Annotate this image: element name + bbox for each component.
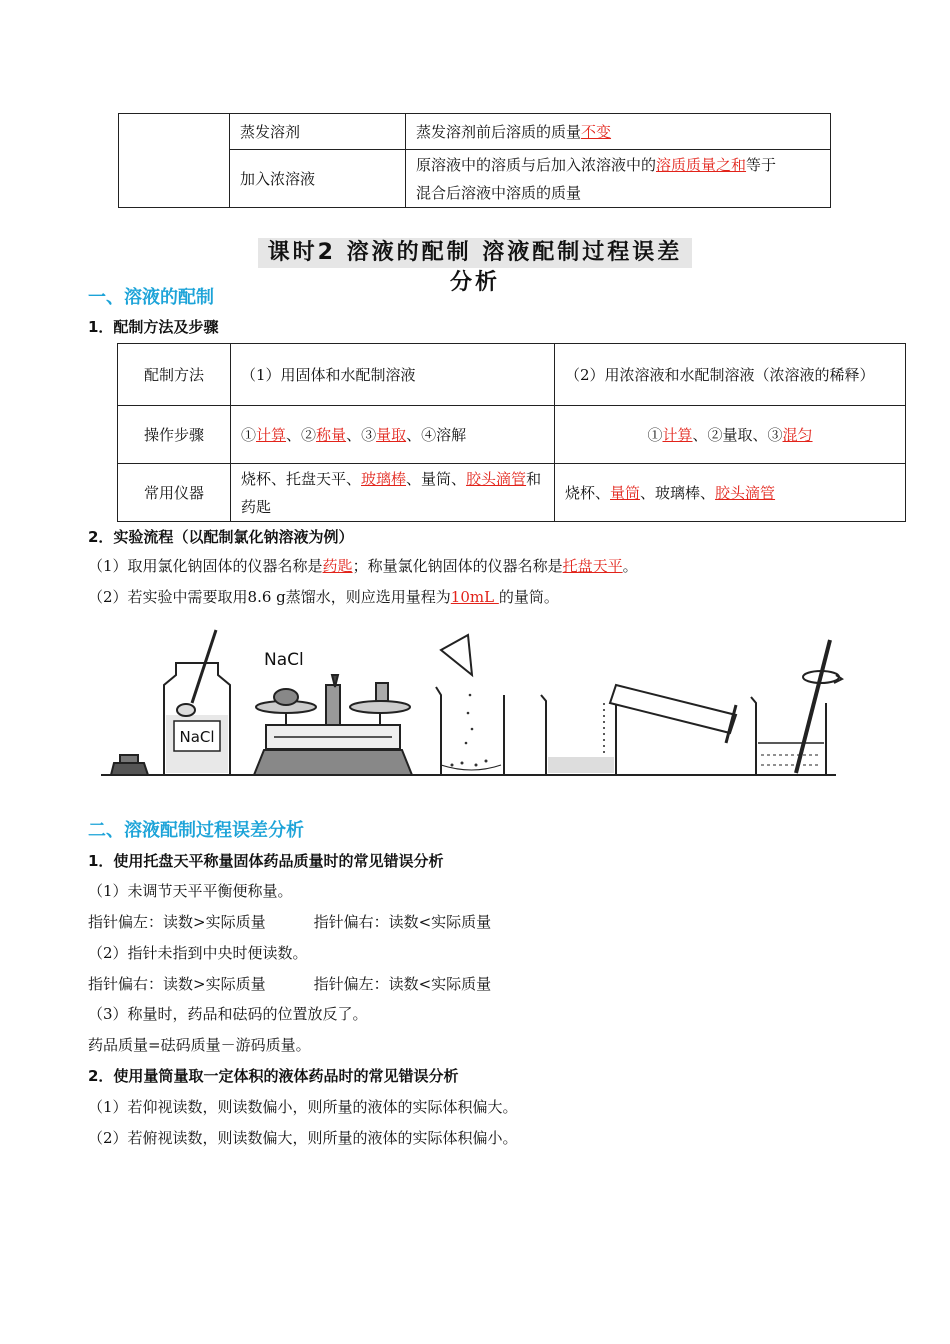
paragraph [88, 973, 491, 994]
method-cell: 蒸发溶剂 [230, 114, 406, 150]
paragraph [88, 555, 638, 576]
method-cell: 加入浓溶液 [230, 150, 406, 208]
section-heading-2: 二、溶液配制过程误差分析 [88, 820, 304, 841]
text: 、②量取、③ [692, 425, 783, 444]
subheading: 1．配制方法及步骤 [88, 318, 219, 336]
answer-text: 计算 [256, 425, 287, 444]
merged-empty-cell [119, 114, 230, 208]
experiment-flow-figure [96, 625, 856, 790]
answer-text: 不变 [581, 122, 612, 141]
text: 、量筒、 [406, 469, 467, 488]
beaker-stirring-icon [751, 640, 842, 775]
answer-text: 溶质质量之和 [656, 155, 747, 174]
text: 烧杯、托盘天平、 [241, 469, 362, 488]
text: 、③ [346, 425, 377, 444]
text: 的量筒。 [498, 588, 559, 606]
desc-text: 原溶液中的溶质与后加入浓溶液中的 [416, 155, 657, 174]
answer-text: 计算 [662, 425, 693, 444]
section-heading-1: 一、溶液的配制 [88, 287, 214, 308]
cell [555, 406, 906, 464]
cell [555, 464, 906, 522]
cell [231, 406, 555, 464]
reagent-bottle-icon [164, 630, 230, 775]
stopper-icon [111, 755, 148, 775]
answer-text: 量取 [376, 425, 407, 444]
preparation-table [117, 343, 906, 522]
answer-text: 量筒 [610, 483, 641, 502]
desc-text: 等于 [746, 155, 777, 174]
answer-text: 托盘天平 [562, 557, 623, 575]
text: 指针偏左：读数<实际质量 [313, 975, 492, 993]
cell: （2）用浓溶液和水配制溶液（浓溶液的稀释） [555, 344, 906, 406]
answer-text: 药匙 [322, 557, 353, 575]
row-header: 常用仪器 [118, 464, 231, 522]
cell [231, 464, 555, 522]
desc-cell [406, 114, 831, 150]
paragraph: （2）若俯视读数，则读数偏大，则所量的液体的实际体积偏小。 [88, 1129, 518, 1147]
cylinder-pouring-icon [541, 685, 736, 775]
text: 和药匙 [241, 469, 542, 516]
balance-label: NaCl [264, 650, 304, 670]
text: ① [647, 425, 663, 444]
answer-text: 玻璃棒 [361, 469, 407, 488]
lesson-title: 课时2 溶液的配制 溶液配制过程误差分析 [258, 238, 692, 268]
text: 指针偏右：读数>实际质量 [88, 975, 266, 993]
text: （1）取用氯化钠固体的仪器名称是 [88, 557, 323, 575]
text: 、② [286, 425, 317, 444]
desc-cell [406, 150, 831, 208]
answer-text: 胶头滴管 [715, 483, 776, 502]
desc-text: 蒸发溶剂前后溶质的质量 [416, 122, 582, 141]
text: 、玻璃棒、 [640, 483, 716, 502]
paragraph [88, 586, 559, 607]
subheading: 2．使用量筒量取一定体积的液体药品时的常见错误分析 [88, 1067, 459, 1085]
answer-text: 混匀 [782, 425, 813, 444]
paragraph [88, 911, 491, 932]
text: 、④溶解 [406, 425, 467, 444]
dilution-table [118, 113, 831, 208]
paragraph: 药品质量=砝码质量－游码质量。 [88, 1036, 311, 1054]
balance-icon [254, 650, 412, 775]
paragraph: （1）若仰视读数，则读数偏小，则所量的液体的实际体积偏大。 [88, 1098, 518, 1116]
answer-text: 胶头滴管 [466, 469, 527, 488]
bottle-label: NaCl [179, 728, 215, 746]
cell: （1）用固体和水配制溶液 [231, 344, 555, 406]
answer-text: 10mL [450, 588, 499, 606]
subheading: 1．使用托盘天平称量固体药品质量时的常见错误分析 [88, 852, 444, 870]
desc-text: 混合后溶液中溶质的质量 [416, 183, 582, 202]
paragraph: （3）称量时，药品和砝码的位置放反了。 [88, 1005, 368, 1023]
text: ；称量氯化钠固体的仪器名称是 [352, 557, 563, 575]
text: 指针偏左：读数>实际质量 [88, 913, 266, 931]
answer-text: 称量 [316, 425, 347, 444]
row-header: 配制方法 [118, 344, 231, 406]
paragraph: （2）指针未指到中央时便读数。 [88, 944, 308, 962]
subheading: 2．实验流程（以配制氯化钠溶液为例） [88, 528, 354, 546]
text: ① [241, 425, 257, 444]
text: 烧杯、 [565, 483, 611, 502]
paragraph: （1）未调节天平平衡便称量。 [88, 882, 293, 900]
text: 。 [622, 557, 638, 575]
text: （2）若实验中需要取用8.6 g蒸馏水，则应选用量程为 [88, 588, 451, 606]
row-header: 操作步骤 [118, 406, 231, 464]
text: 指针偏右：读数<实际质量 [313, 913, 492, 931]
beaker-powder-icon [436, 635, 504, 775]
